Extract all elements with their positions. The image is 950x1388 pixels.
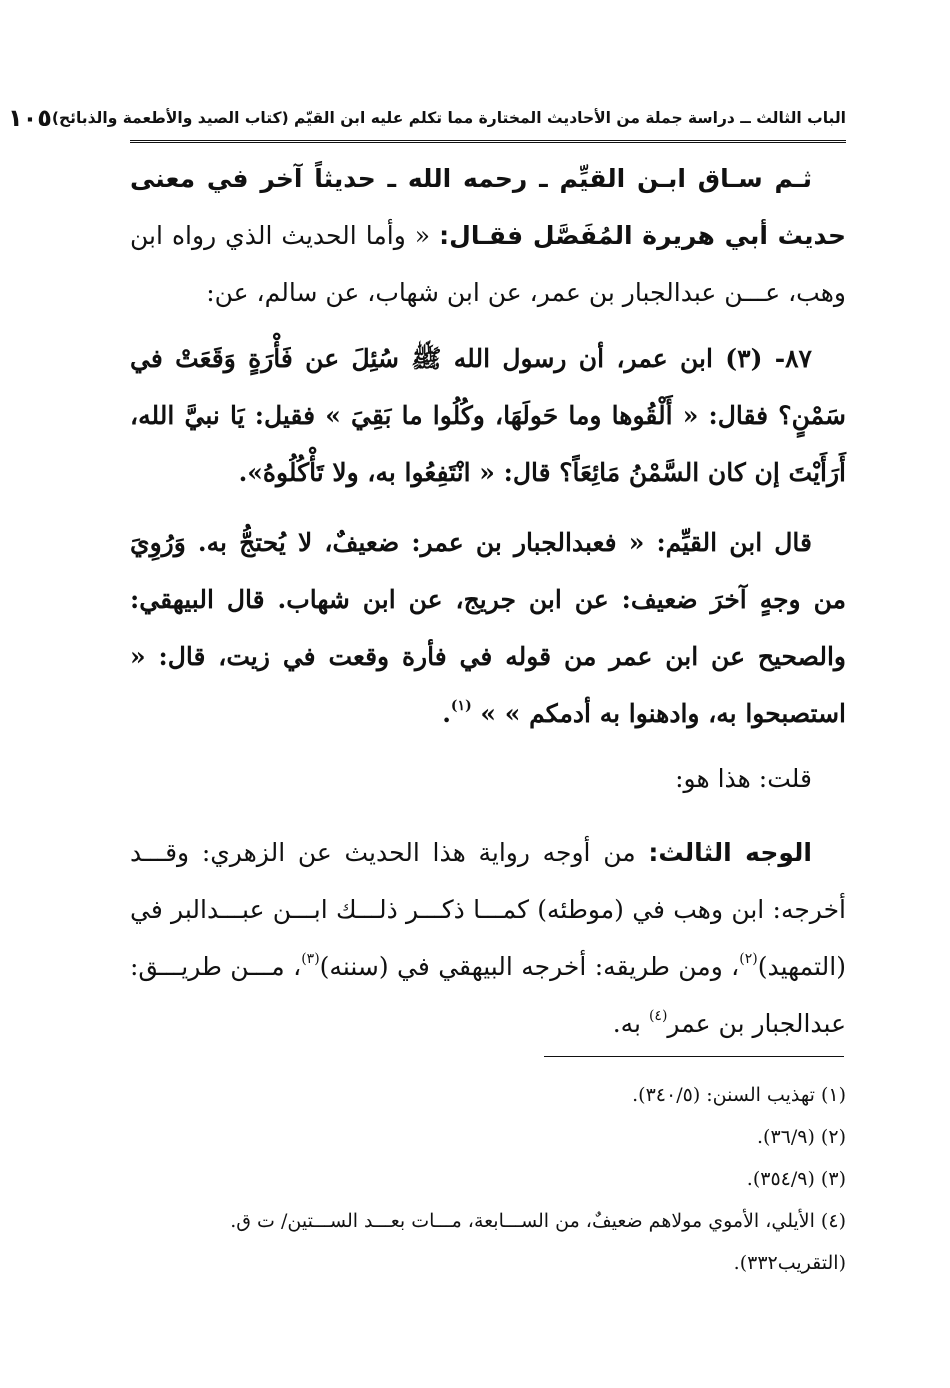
paragraph-intro [130,150,846,321]
third-aspect-text-c: ، مـــن طريـــق: عبدالجبار بن عمر [130,952,846,1038]
hadith-87 [130,330,846,501]
comment-text: قال ابن القيِّم: « فعبدالجبار بن عمر: ضعيفٌ، لا يُحتجُّ به. وَرُوِيَ من وجهٍ آخرَ ضعيف: عن ابن جريج، عن ابن شهاب. قال البيهقي: والصحيح عن ابن عمر من قوله في فأرة وقعت في زيت، قال: « استصبحوا به، وادهنوا به أدمكم » » [130,528,846,728]
third-aspect-text-a: من أوجه رواية هذا الحديث عن الزهري: وقـــد أخرجه: ابن وهب في (موطئه) كمـــا ذكـــر ذلـــك ابـــن عبـــدالبر في (التمهيد) [130,838,846,981]
footnote-ref-4: (٤) [648,1008,668,1024]
third-aspect [130,824,846,1052]
third-aspect-text-b: ، ومن طريقه: أخرجه البيهقي في (سننه) [319,952,740,981]
footnote-4: (٤) الأيلي، الأموي مولاهم ضعيفٌ، من الســـابعة، مـــات بعـــد الســـتين/ ت ق. (التقريب٣٣٢). [230,1210,846,1274]
footnote-3: (٣) (٣٥٤/٩). [746,1168,846,1190]
footnotes [130,1074,846,1284]
main-text [130,150,846,321]
footnote-1: (١) تهذيب السنن: (٣٤٠/٥). [632,1084,846,1106]
ibn-qayyim-comment [130,514,846,742]
footnote-2: (٢) (٣٦/٩). [757,1126,846,1148]
paragraph-note: قلت: هذا هو: [675,764,812,793]
intro-rest: « وأما الحديث الذي رواه ابن وهب، عـــن عبدالجبار بن عمر، عن ابن شهاب، عن سالم، عن: [130,221,846,307]
footnote-ref-3: (٣) [301,951,320,967]
intro-lead: ثـم سـاق ابـن القيِّم ـ رحمه الله ـ حديثاً آخر في معنى حديث أبي هريرة المُفَصَّل فقـال: [130,164,846,250]
third-aspect-heading: الوجه الثالث: [648,838,812,867]
third-aspect-text-d: به. [612,1009,641,1038]
running-header [7,96,846,143]
note-line [130,750,846,807]
footnote-ref-2: (٢) [739,951,758,967]
footnote-divider [544,1056,844,1057]
page-number: ١٠٥ [7,104,52,132]
comment-end: . [442,699,451,728]
paragraph-comment [130,514,846,742]
paragraph-third-aspect [130,824,846,1052]
paragraph-hadith: ٨٧- (٣) ابن عمر، أن رسول الله ﷺ سُئِلَ عن فَأْرَةٍ وَقَعَتْ في سَمْنٍ؟ فقال: « أَلْقُوها وما حَولَهَا، وكُلُوا ما بَقِيَ » فقيل: يَا نبيَّ الله، أَرَأَيْتَ إن كان السَّمْنُ مَائِعَاً؟ قال: « انْتَفِعُوا به، ولا تَأْكُلُوهُ». [130,344,846,487]
footnote-ref-1: (١) [450,698,472,714]
chapter-title: الباب الثالث ــ دراسة جملة من الأحاديث المختارة مما تكلم عليه ابن القيّم (كتاب الصيد والأطعمة والذبائح) [51,109,846,127]
